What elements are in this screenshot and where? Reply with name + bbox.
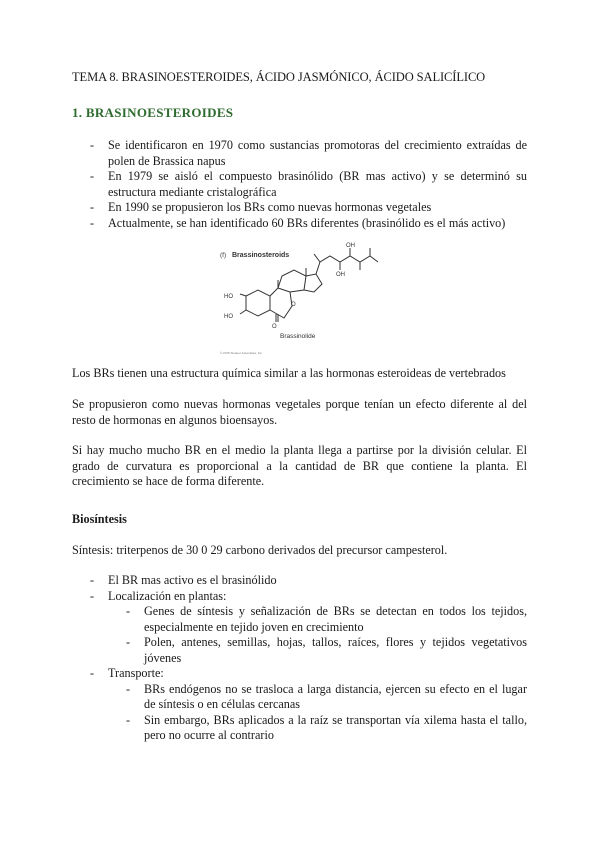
bullet-dash: - xyxy=(90,200,95,214)
synthesis-line: Síntesis: triterpenos de 30 0 29 carbono derivados del precursor campesterol. xyxy=(72,543,448,557)
figure-panel-label: (f) xyxy=(220,252,227,259)
list-item xyxy=(90,138,527,169)
svg-text:HO: HO xyxy=(224,314,233,320)
bullet-dash: - xyxy=(90,169,95,183)
list-item-text: Transporte: xyxy=(108,666,164,680)
paragraph: Se propusieron como nuevas hormonas vegetales porque tenían un efecto diferente al del resto de hormonas en algunos bioensayos. xyxy=(72,397,527,427)
document-title: TEMA 8. BRASINOESTEROIDES, ÁCIDO JASMÓNICO, ÁCIDO SALICÍLICO xyxy=(72,70,486,84)
list-item xyxy=(90,573,527,589)
list-item xyxy=(90,169,527,200)
bullet-dash: - xyxy=(90,573,95,587)
bullet-dash: - xyxy=(126,635,131,649)
bullet-dash: - xyxy=(126,681,131,696)
ring-c xyxy=(278,270,306,292)
sublist-item xyxy=(126,635,527,666)
side-chain xyxy=(316,256,378,274)
list-item-text: El BR mas activo es el brasinólido xyxy=(108,573,277,587)
biosynthesis-list xyxy=(90,573,527,744)
sublist-item xyxy=(126,713,527,744)
figure-caption: © 2015 Sinauer Associates, Inc. xyxy=(220,351,263,355)
brassinolide-structure-figure xyxy=(218,240,388,362)
bullet-dash: - xyxy=(90,138,95,152)
subsection-heading: Biosíntesis xyxy=(72,512,127,526)
list-item xyxy=(90,666,527,744)
svg-text:O: O xyxy=(291,302,296,308)
list-item-text: Actualmente, se han identificado 60 BRs diferentes (brasinólido es el más activo) xyxy=(108,215,506,230)
bullet-dash: - xyxy=(90,588,95,603)
bullet-dash: - xyxy=(126,604,131,618)
paragraph: Si hay mucho mucho BR en el medio la planta llega a partirse por la división celular. El grado de curvatura es proporcional a la cantidad de BR que contiene la planta. El crecimiento se hace de forma diferente. xyxy=(72,443,527,488)
list-item-text: Polen, antenes, semillas, hojas, tallos, raíces, flores y tejidos vegetativos jóvenes xyxy=(144,635,527,665)
sublist-item xyxy=(126,682,527,713)
sublist xyxy=(126,682,527,744)
svg-text:OH: OH xyxy=(336,272,345,278)
list-item xyxy=(90,200,527,216)
svg-text:O: O xyxy=(272,324,277,330)
bullet-dash: - xyxy=(90,666,95,680)
ring-b xyxy=(270,288,292,318)
section-heading: 1. BRASINOESTEROIDES xyxy=(72,105,234,120)
list-item-text: En 1990 se propusieron los BRs como nuevas hormonas vegetales xyxy=(108,200,432,214)
list-item-text: Sin embargo, BRs aplicados a la raíz se transportan vía xilema hasta el tallo, pero no ocurre al contrario xyxy=(144,712,527,742)
sublist-item xyxy=(126,604,527,635)
sublist xyxy=(126,604,527,666)
bullet-dash: - xyxy=(126,712,131,727)
list-item-text: Se identificaron en 1970 como sustancias promotoras del crecimiento extraídas de polen de Brassica napus xyxy=(108,138,527,168)
list-item-text: Localización en plantas: xyxy=(108,588,227,603)
list-item-text: BRs endógenos no se trasloca a larga distancia, ejercen su efecto en el lugar de síntesis o en células cercanas xyxy=(144,681,527,711)
list-item-text: En 1979 se aisló el compuesto brasinólido (BR mas activo) y se determinó su estructura mediante cristalográfica xyxy=(108,169,527,199)
list-item-text: Genes de síntesis y señalización de BRs se detectan en todos los tejidos, especialmente en tejido joven en crecimiento xyxy=(144,604,527,634)
ring-d xyxy=(304,274,322,292)
list-item xyxy=(90,216,527,232)
paragraph: Los BRs tienen una estructura química similar a las hormonas esteroideas de vertebrados xyxy=(72,366,506,380)
intro-bullet-list xyxy=(90,138,527,231)
svg-text:OH: OH xyxy=(346,243,355,249)
bullet-dash: - xyxy=(90,215,95,230)
list-item xyxy=(90,589,527,667)
compound-name: Brassinolide xyxy=(280,333,316,340)
svg-text:HO: HO xyxy=(224,294,233,300)
ring-a xyxy=(246,290,270,316)
figure-title: Brassinosteroids xyxy=(232,252,290,259)
